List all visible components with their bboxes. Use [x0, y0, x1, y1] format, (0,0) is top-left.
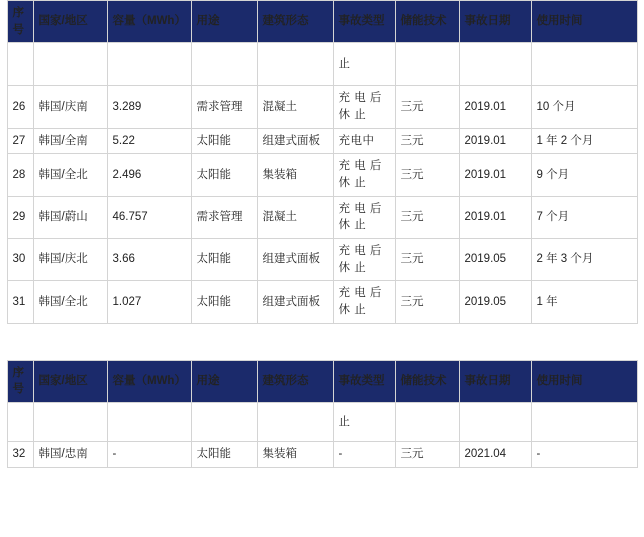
cell-accident-type: - — [333, 442, 395, 468]
col-header-duration: 使用时间 — [531, 360, 637, 402]
cell-country — [33, 43, 107, 86]
cell-accident-type: 止 — [333, 43, 395, 86]
cell-no: 31 — [7, 281, 33, 323]
table-header-row — [7, 1, 637, 43]
table-row-partial — [7, 403, 637, 442]
cell-country: 韩国/全北 — [33, 154, 107, 196]
col-header-technology: 储能技术 — [395, 1, 459, 43]
col-header-accident-type: 事故类型 — [333, 1, 395, 43]
cell-accident-type: 充 电 后 休 止 — [333, 281, 395, 323]
table-2-header — [7, 360, 637, 402]
cell-duration: 9 个月 — [531, 154, 637, 196]
col-header-date: 事故日期 — [459, 360, 531, 402]
cell-date: 2019.05 — [459, 281, 531, 323]
cell-use: 太阳能 — [191, 281, 257, 323]
cell-accident-type: 充 电 后 休 止 — [333, 239, 395, 281]
cell-capacity: 3.289 — [107, 86, 191, 128]
cell-building: 集装箱 — [257, 442, 333, 468]
cell-accident-type: 充 电 后 休 止 — [333, 154, 395, 196]
cell-duration: 7 个月 — [531, 196, 637, 238]
cell-building: 组建式面板 — [257, 128, 333, 154]
cell-technology: 三元 — [395, 86, 459, 128]
cell-use: 太阳能 — [191, 128, 257, 154]
cell-capacity: 3.66 — [107, 239, 191, 281]
cell-technology: 三元 — [395, 442, 459, 468]
col-header-country: 国家/地区 — [33, 1, 107, 43]
table-2-body — [7, 403, 637, 468]
cell-building: 混凝土 — [257, 196, 333, 238]
cell-technology — [395, 403, 459, 442]
table-row — [7, 154, 637, 196]
cell-capacity: - — [107, 442, 191, 468]
col-header-date: 事故日期 — [459, 1, 531, 43]
cell-capacity: 46.757 — [107, 196, 191, 238]
cell-technology: 三元 — [395, 154, 459, 196]
cell-use: 需求管理 — [191, 86, 257, 128]
cell-duration: - — [531, 442, 637, 468]
table-1-body — [7, 43, 637, 323]
cell-accident-type: 充 电 后 休 止 — [333, 196, 395, 238]
cell-duration: 10 个月 — [531, 86, 637, 128]
cell-date: 2019.01 — [459, 196, 531, 238]
cell-capacity — [107, 43, 191, 86]
cell-capacity: 2.496 — [107, 154, 191, 196]
cell-building — [257, 403, 333, 442]
cell-accident-type: 充电中 — [333, 128, 395, 154]
cell-date: 2019.01 — [459, 154, 531, 196]
col-header-building: 建筑形态 — [257, 360, 333, 402]
cell-date: 2019.01 — [459, 86, 531, 128]
cell-technology: 三元 — [395, 281, 459, 323]
cell-building: 组建式面板 — [257, 281, 333, 323]
col-header-use: 用途 — [191, 1, 257, 43]
col-header-duration: 使用时间 — [531, 1, 637, 43]
table-header-row — [7, 360, 637, 402]
cell-duration: 1 年 2 个月 — [531, 128, 637, 154]
cell-no: 29 — [7, 196, 33, 238]
cell-building: 集装箱 — [257, 154, 333, 196]
cell-building — [257, 43, 333, 86]
cell-date: 2019.05 — [459, 239, 531, 281]
cell-building: 组建式面板 — [257, 239, 333, 281]
cell-use — [191, 43, 257, 86]
cell-capacity: 5.22 — [107, 128, 191, 154]
cell-date: 2021.04 — [459, 442, 531, 468]
cell-no: 27 — [7, 128, 33, 154]
accidents-table-2 — [7, 360, 638, 468]
cell-use — [191, 403, 257, 442]
cell-country: 韩国/忠南 — [33, 442, 107, 468]
cell-technology: 三元 — [395, 128, 459, 154]
cell-no — [7, 43, 33, 86]
cell-no — [7, 403, 33, 442]
cell-duration — [531, 43, 637, 86]
col-header-capacity: 容量（MWh） — [107, 360, 191, 402]
cell-country: 韩国/全南 — [33, 128, 107, 154]
cell-accident-type: 止 — [333, 403, 395, 442]
cell-country: 韩国/蔚山 — [33, 196, 107, 238]
cell-use: 太阳能 — [191, 442, 257, 468]
col-header-no: 序号 — [7, 360, 33, 402]
cell-country: 韩国/庆北 — [33, 239, 107, 281]
table-row — [7, 128, 637, 154]
cell-no: 32 — [7, 442, 33, 468]
col-header-technology: 储能技术 — [395, 360, 459, 402]
cell-use: 需求管理 — [191, 196, 257, 238]
cell-no: 28 — [7, 154, 33, 196]
table-separator — [0, 324, 644, 360]
cell-capacity — [107, 403, 191, 442]
cell-accident-type: 充 电 后 休 止 — [333, 86, 395, 128]
col-header-building: 建筑形态 — [257, 1, 333, 43]
col-header-capacity: 容量（MWh） — [107, 1, 191, 43]
table-row — [7, 196, 637, 238]
cell-duration: 2 年 3 个月 — [531, 239, 637, 281]
table-row — [7, 281, 637, 323]
cell-date — [459, 43, 531, 86]
cell-country: 韩国/全北 — [33, 281, 107, 323]
cell-technology: 三元 — [395, 239, 459, 281]
cell-date: 2019.01 — [459, 128, 531, 154]
col-header-use: 用途 — [191, 360, 257, 402]
cell-no: 26 — [7, 86, 33, 128]
col-header-country: 国家/地区 — [33, 360, 107, 402]
col-header-accident-type: 事故类型 — [333, 360, 395, 402]
cell-no: 30 — [7, 239, 33, 281]
cell-use: 太阳能 — [191, 154, 257, 196]
cell-building: 混凝土 — [257, 86, 333, 128]
table-row — [7, 86, 637, 128]
table-row — [7, 239, 637, 281]
cell-country — [33, 403, 107, 442]
col-header-no: 序号 — [7, 1, 33, 43]
accidents-table-1 — [7, 0, 638, 324]
cell-duration: 1 年 — [531, 281, 637, 323]
cell-country: 韩国/庆南 — [33, 86, 107, 128]
table-1-header — [7, 1, 637, 43]
cell-duration — [531, 403, 637, 442]
cell-use: 太阳能 — [191, 239, 257, 281]
table-row-partial — [7, 43, 637, 86]
cell-technology — [395, 43, 459, 86]
table-row — [7, 442, 637, 468]
cell-capacity: 1.027 — [107, 281, 191, 323]
cell-technology: 三元 — [395, 196, 459, 238]
cell-date — [459, 403, 531, 442]
